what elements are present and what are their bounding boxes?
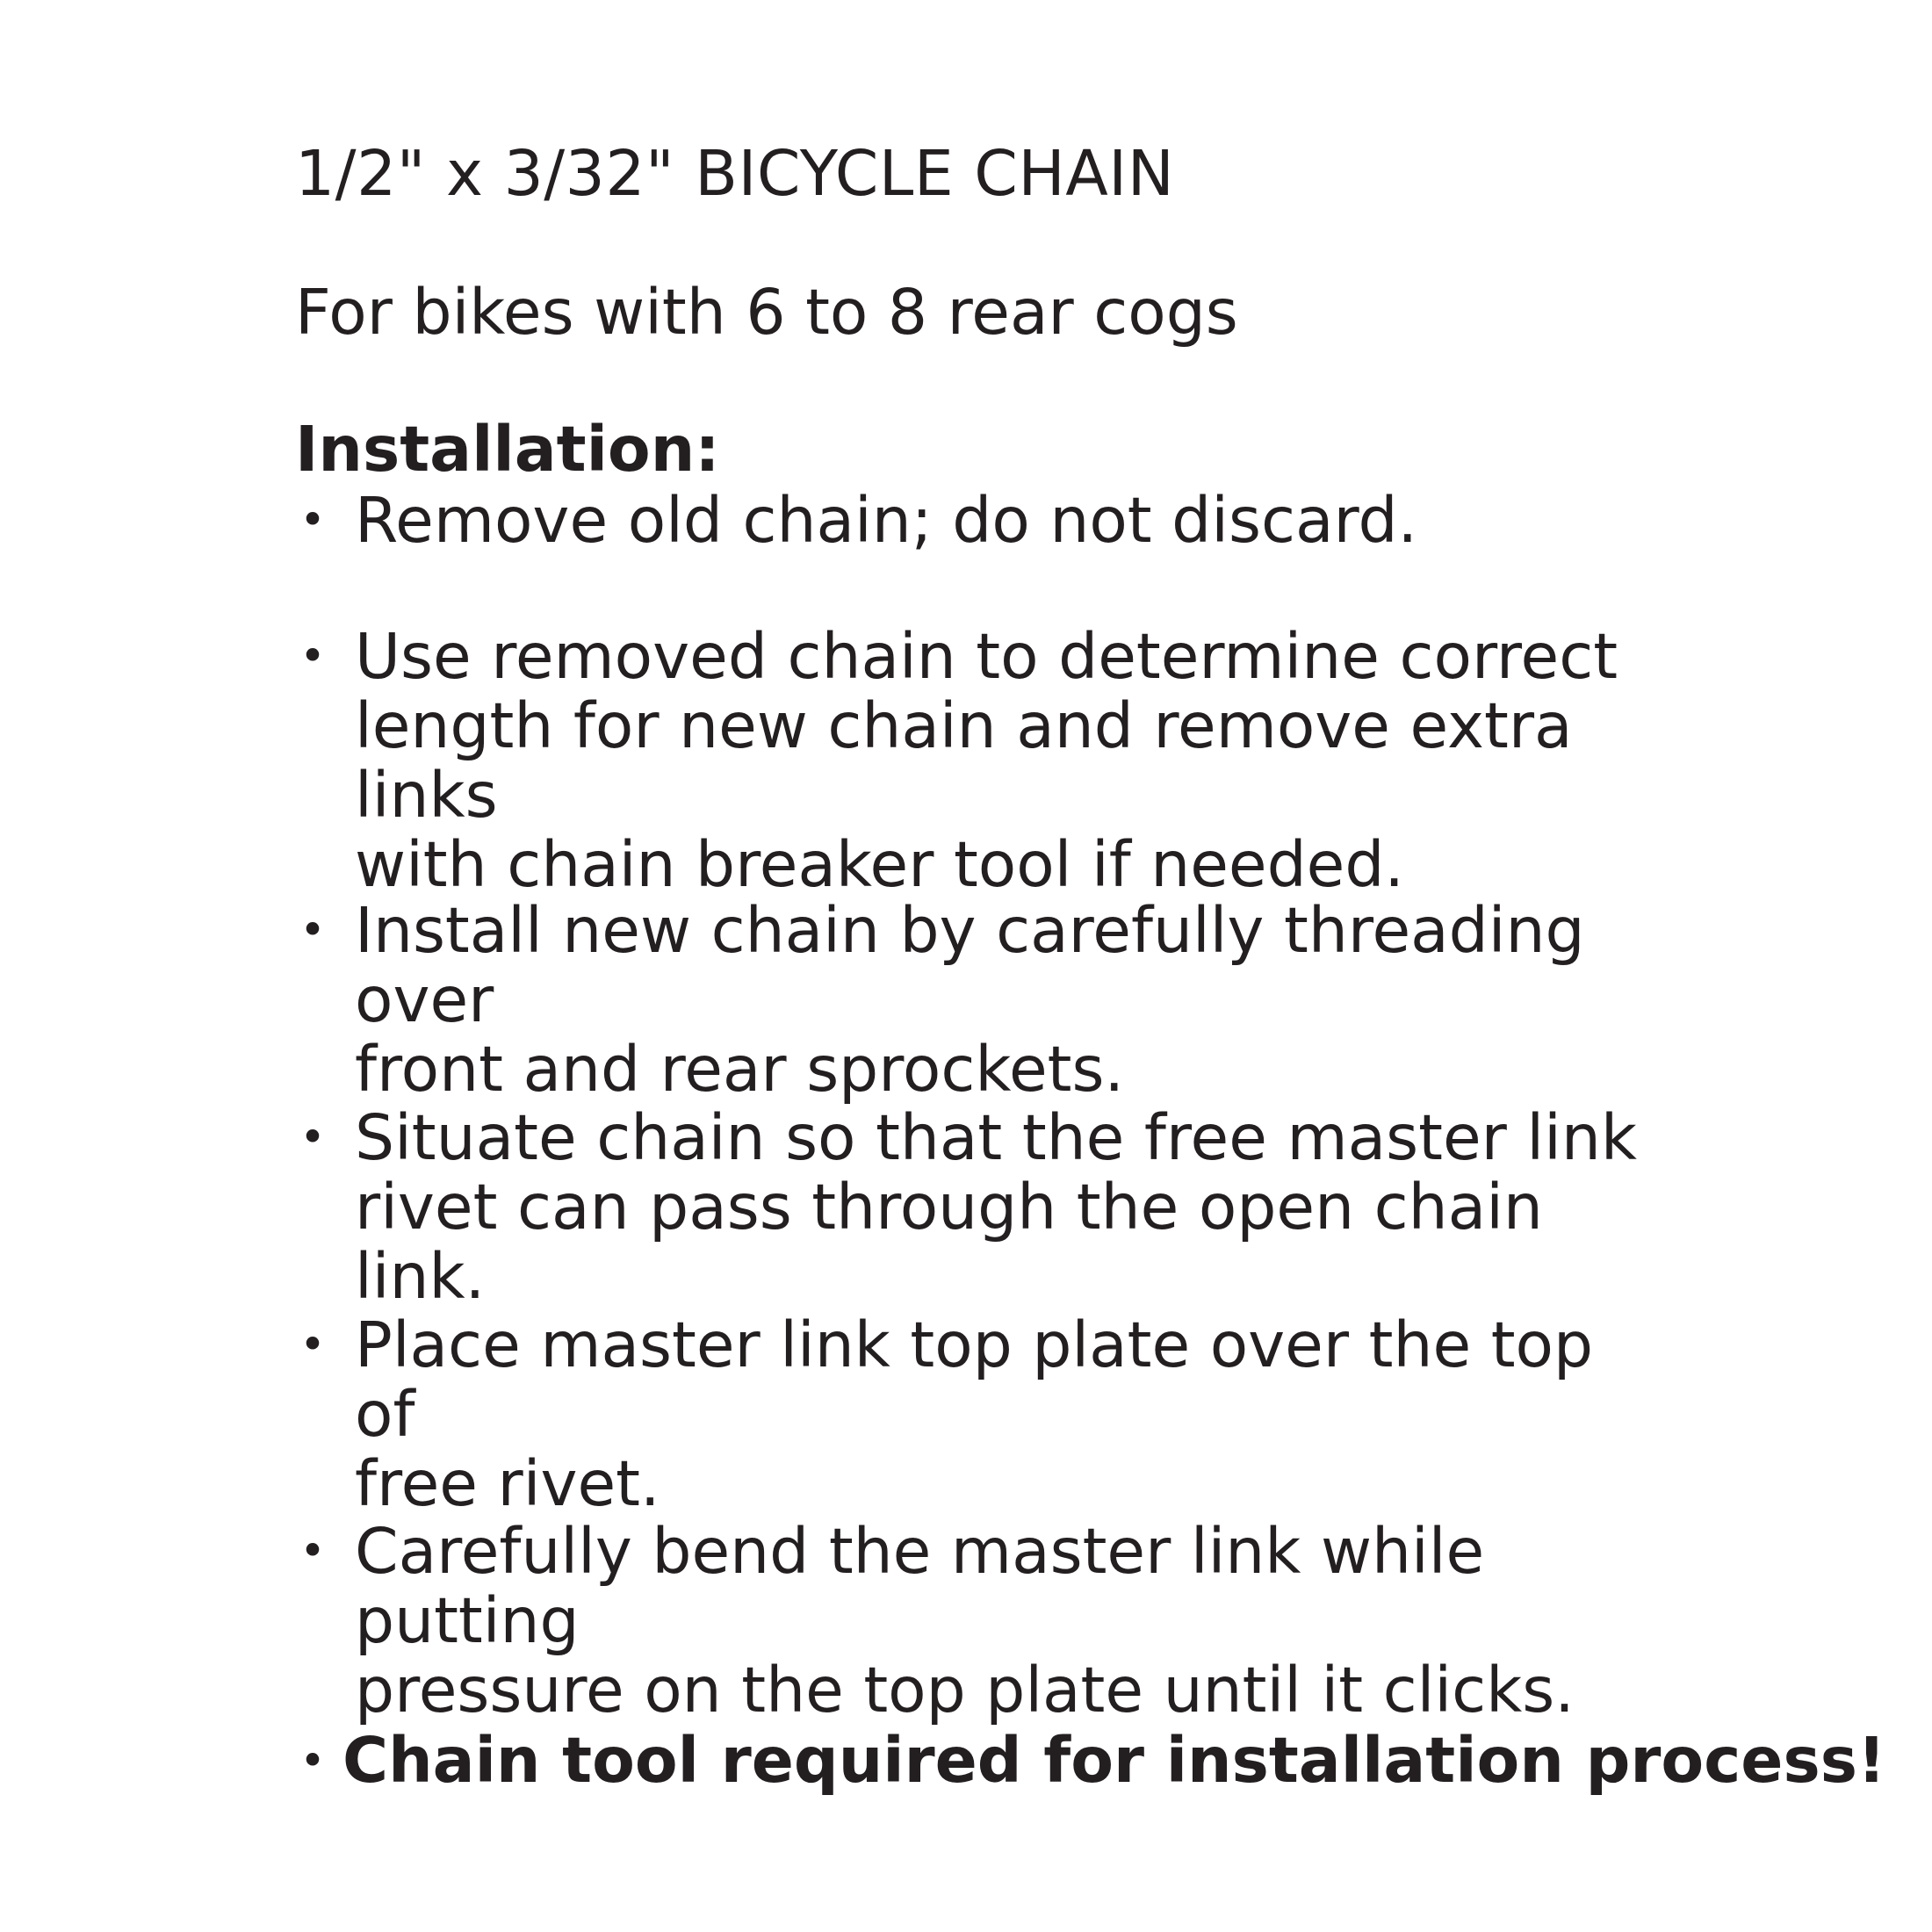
bullet-icon: • (299, 494, 326, 545)
step-text: Use removed chain to determine correct length for new chain and remove extra links with chain breaker tool if needed. (355, 620, 1618, 901)
bullet-icon: • (299, 1112, 326, 1163)
tool-required-note (295, 1717, 1885, 1805)
step-text: Remove old chain; do not discard. (355, 484, 1418, 557)
step-text: Situate chain so that the free master link rivet can pass through the open chain link. (355, 1101, 1637, 1313)
step-text: Place master link top plate over the top of free rivet. (355, 1308, 1594, 1520)
step-text: Carefully bend the master link while putting pressure on the top plate until it clicks. (355, 1515, 1575, 1727)
bullet-icon: • (299, 1735, 326, 1786)
bullet-icon: • (299, 1525, 326, 1576)
installation-heading: Installation: (295, 413, 720, 486)
bullet-icon: • (299, 1319, 326, 1370)
product-title: 1/2" x 3/32" BICYCLE CHAIN (295, 137, 1175, 210)
step-text: Install new chain by carefully threading over front and rear sprockets. (355, 894, 1585, 1106)
note-text: Chain tool required for installation process! (342, 1724, 1886, 1797)
bullet-icon: • (299, 631, 326, 681)
compatibility-text: For bikes with 6 to 8 rear cogs (295, 276, 1238, 349)
product-instructions (295, 0, 1886, 1932)
bullet-icon: • (299, 905, 326, 955)
